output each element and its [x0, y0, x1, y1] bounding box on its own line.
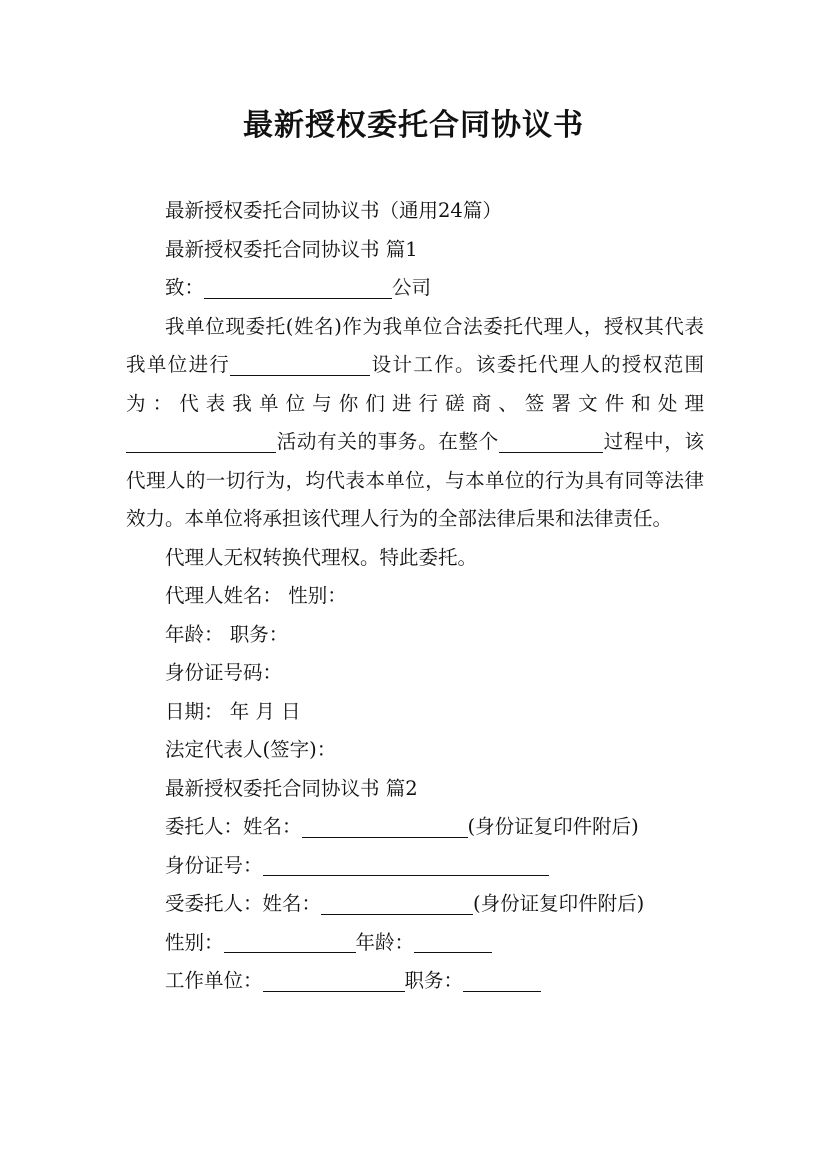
addressee-line	[126, 269, 704, 308]
intro-line: 最新授权委托合同协议书（通用24篇）	[165, 199, 502, 222]
principal-id-line	[126, 847, 704, 886]
work-unit-label: 工作单位：	[165, 969, 263, 992]
date-line: 日期： 年 月 日	[165, 699, 301, 723]
gender-label: 性别：	[165, 930, 224, 954]
authorization-text-d: 过程中，该代理人的一切行为，均代表本单位，与本单位的行为具有同等法律效力。本单位将承担该代理人行为的全部法律后果和法律责任。	[126, 430, 704, 530]
principal-suffix: (身份证复印件附后)	[467, 815, 639, 838]
work-unit-line	[126, 962, 704, 1001]
authorization-paragraph	[126, 308, 704, 539]
company-name-blank	[204, 276, 392, 298]
id-number-line: 身份证号码：	[165, 661, 283, 684]
matter-blank	[126, 430, 276, 452]
gender-blank	[224, 931, 356, 953]
principal-name-blank	[302, 815, 468, 837]
section-heading-1: 最新授权委托合同协议书 篇1	[165, 237, 418, 261]
document-title: 最新授权委托合同协议书	[243, 108, 584, 143]
authorization-text-b: 设计工作。该委托代理人的授权范围为：代表我单位与你们进行磋商、签署文件和处理	[126, 353, 704, 415]
agent-name-blank	[321, 892, 473, 914]
principal-id-blank	[263, 854, 549, 876]
legal-rep-line: 法定代表人(签字)：	[165, 738, 337, 761]
principal-prefix: 委托人：姓名：	[165, 815, 302, 838]
position-blank	[463, 969, 541, 991]
authorization-text-a: 我单位现委托(姓名)作为我单位合法委托代理人，授权其代表我单位进行	[126, 314, 704, 376]
age-label: 年龄：	[355, 930, 415, 954]
gender-age-line	[126, 924, 704, 963]
principal-line	[126, 808, 704, 847]
agent-name-gender-line: 代理人姓名： 性别：	[165, 584, 347, 607]
position-label: 职务：	[404, 969, 464, 992]
agent-suffix: (身份证复印件附后)	[473, 892, 645, 915]
authorization-text-c: 活动有关的事务。在整个	[276, 430, 499, 453]
section-heading-2: 最新授权委托合同协议书 篇2	[165, 776, 418, 800]
addressee-prefix: 致：	[165, 276, 205, 299]
principal-id-label: 身份证号：	[165, 853, 263, 877]
work-unit-blank	[263, 969, 405, 991]
agent-prefix: 受委托人：姓名：	[165, 892, 322, 915]
agent-line	[126, 885, 704, 924]
process-blank	[499, 430, 603, 452]
project-blank	[230, 353, 370, 375]
no-transfer-line: 代理人无权转换代理权。特此委托。	[165, 545, 478, 569]
document-body	[126, 192, 704, 1001]
addressee-suffix: 公司	[392, 276, 432, 299]
age-blank	[414, 931, 492, 953]
age-position-line: 年龄： 职务：	[165, 622, 289, 646]
